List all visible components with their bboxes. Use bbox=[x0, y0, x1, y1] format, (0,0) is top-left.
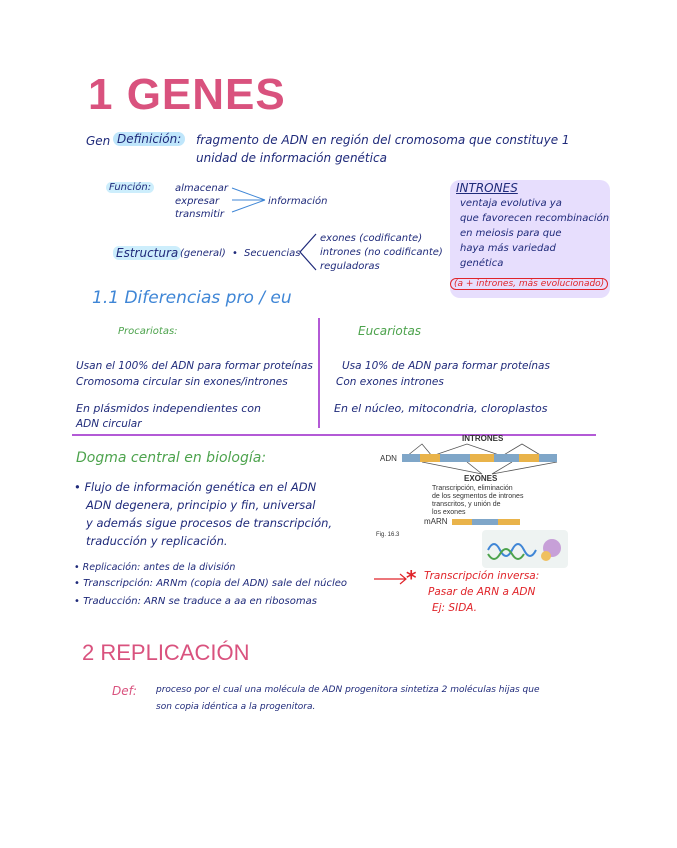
estructura-item-3: reguladoras bbox=[320, 261, 380, 272]
section-2-title: 2 REPLICACIÓN bbox=[82, 640, 250, 665]
funcion-verb-2: expresar bbox=[175, 196, 220, 207]
def-label: Def: bbox=[112, 684, 137, 698]
dogma-small-1: • Replicación: antes de la división bbox=[74, 562, 236, 573]
estructura-secuencias: Secuencias bbox=[244, 248, 301, 259]
def-line-2: son copia idéntica a la progenitora. bbox=[156, 702, 316, 712]
procariotas-item-1: Usan el 100% del ADN para formar proteínas bbox=[76, 360, 313, 372]
figure-caption-4: los exones bbox=[432, 509, 466, 516]
dogma-small-2: • Transcripción: ARNm (copia del ADN) sale del núcleo bbox=[74, 578, 348, 589]
dogma-small-3: • Traducción: ARN se traduce a aa en ribosomas bbox=[74, 596, 317, 607]
figure-number: Fig. 16.3 bbox=[376, 532, 400, 538]
dogma-main-4: traducción y replicación. bbox=[86, 534, 228, 548]
procariotas-item-3: En plásmidos independientes con bbox=[76, 402, 261, 415]
figure-intrones-label: INTRONES bbox=[462, 434, 504, 443]
inversa-line-1: Transcripción inversa: bbox=[424, 570, 540, 582]
dogma-main-1: • Flujo de información genética en el ADN bbox=[74, 480, 317, 494]
figure-marn-label: mARN bbox=[424, 517, 448, 526]
inversa-line-2: Pasar de ARN a ADN bbox=[428, 586, 536, 598]
funcion-verb-1: almacenar bbox=[175, 183, 229, 194]
intrones-line-3: en meiosis para que bbox=[460, 228, 562, 239]
intrones-line-1: ventaja evolutiva ya bbox=[460, 198, 562, 209]
eucariotas-heading: Eucariotas bbox=[358, 324, 422, 338]
inversa-line-3: Ej: SIDA. bbox=[432, 602, 477, 614]
dogma-title: Dogma central en biología: bbox=[76, 450, 267, 466]
procariotas-item-2: Cromosoma circular sin exones/intrones bbox=[76, 376, 288, 388]
figure-exones-label: EXONES bbox=[464, 474, 498, 483]
def-line-1: proceso por el cual una molécula de ADN progenitora sintetiza 2 moléculas hijas que bbox=[156, 685, 540, 695]
estructura-item-1: exones (codificante) bbox=[320, 233, 423, 244]
procariotas-item-4: ADN circular bbox=[76, 418, 142, 430]
definicion-label: Definición: bbox=[113, 132, 185, 146]
estructura-label: Estructura bbox=[113, 246, 181, 260]
section-1-1-title: 1.1 Diferencias pro / eu bbox=[92, 288, 292, 308]
marn-bar bbox=[452, 519, 520, 525]
column-divider bbox=[318, 318, 320, 428]
funcion-label: Función: bbox=[106, 182, 154, 193]
protein-helix-icon bbox=[482, 530, 568, 568]
funcion-object: información bbox=[268, 196, 328, 207]
dogma-main-3: y además sigue procesos de transcripción, bbox=[86, 516, 333, 530]
estructura-bullet: • bbox=[232, 248, 238, 259]
dogma-main-2: ADN degenera, principio y fin, universal bbox=[86, 498, 316, 512]
intrones-line-2: que favorecen recombinación bbox=[460, 213, 610, 224]
intrones-note: (a + intrones, más evolucionado) bbox=[450, 278, 608, 290]
transcription-figure bbox=[372, 434, 572, 574]
page-title: 1 GENES bbox=[88, 70, 286, 119]
intrones-line-4: haya más variedad bbox=[460, 243, 556, 254]
definicion-line1: fragmento de ADN en región del cromosoma que constituye 1 bbox=[196, 133, 570, 147]
figure-caption-3: transcritos, y unión de bbox=[432, 501, 501, 508]
eucariotas-item-3: En el núcleo, mitocondria, cloroplastos bbox=[334, 402, 548, 415]
gen-label: Gen bbox=[86, 134, 111, 148]
protein-image bbox=[482, 530, 568, 568]
funcion-arrows bbox=[230, 186, 270, 216]
procariotas-heading: Procariotas: bbox=[118, 326, 178, 337]
inversa-asterisk: * bbox=[406, 566, 417, 590]
figure-caption-1: Transcripción, eliminación bbox=[432, 485, 513, 492]
eucariotas-item-1: Usa 10% de ADN para formar proteínas bbox=[342, 360, 550, 372]
funcion-verb-3: transmitir bbox=[175, 209, 225, 220]
estructura-qualifier: (general) bbox=[180, 248, 226, 259]
eucariotas-item-2: Con exones intrones bbox=[336, 376, 444, 388]
figure-caption-2: de los segmentos de intrones bbox=[432, 493, 524, 500]
definicion-line2: unidad de información genética bbox=[196, 151, 387, 165]
dna-bar bbox=[402, 454, 557, 462]
intrones-heading: INTRONES bbox=[456, 181, 518, 195]
inversa-arrow bbox=[372, 572, 410, 586]
figure-adn-label: ADN bbox=[380, 454, 397, 463]
estructura-brace bbox=[296, 232, 318, 272]
estructura-item-2: intrones (no codificante) bbox=[320, 247, 443, 258]
intrones-line-5: genética bbox=[460, 258, 504, 269]
